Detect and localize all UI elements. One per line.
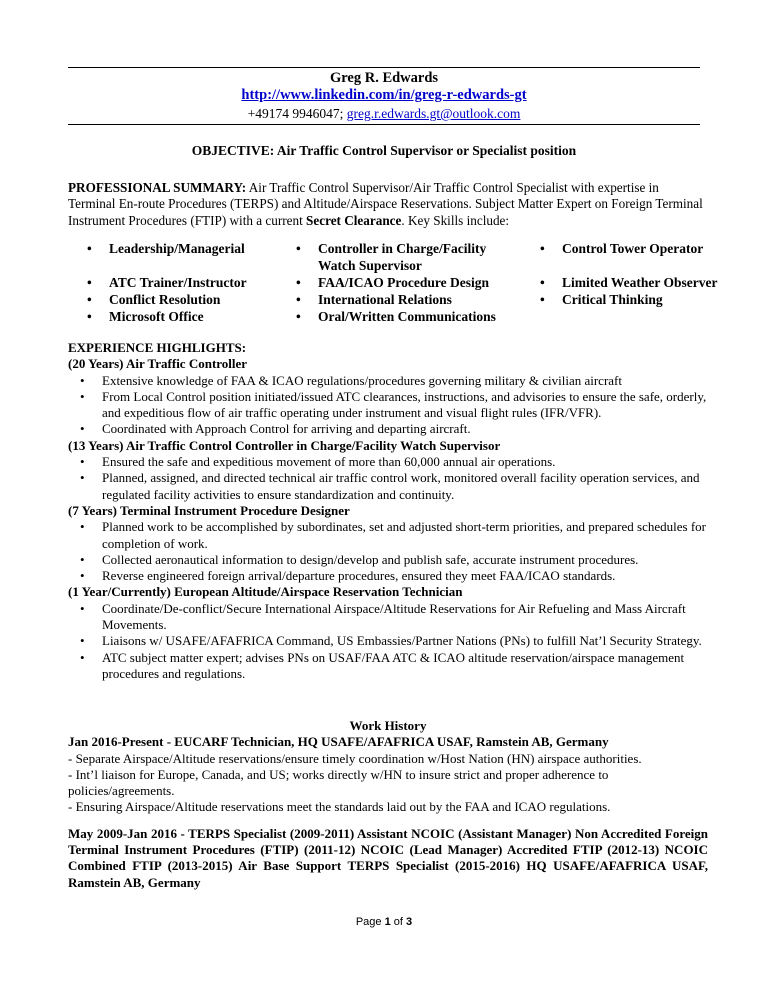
list-item: • ATC subject matter expert; advises PNs on USAF/FAA ATC & ICAO altitude reservation/airspace management procedures and regulations. <box>80 649 685 681</box>
skill: • Critical Thinking <box>540 292 663 307</box>
skill: • Oral/Written Communications <box>296 309 496 324</box>
skill: • Limited Weather Observer <box>540 275 718 290</box>
objective: OBJECTIVE: Air Traffic Control Supervisor or Specialist position <box>191 143 577 158</box>
skill: • Leadership/Managerial <box>87 241 245 256</box>
experience-subheading: (7 Years) Terminal Instrument Procedure Designer <box>68 502 350 518</box>
contact-line <box>68 105 700 122</box>
list-item: • Extensive knowledge of FAA & ICAO regulations/procedures governing military & civilian aircraft <box>80 372 622 388</box>
header-bottom-rule <box>68 124 700 125</box>
top-rule <box>68 67 700 68</box>
experience-title: EXPERIENCE HIGHLIGHTS: <box>68 340 247 355</box>
page-footer: Page 1 of 3 <box>355 916 413 928</box>
job-title: Jan 2016-Present - EUCARF Technician, HQ USAFE/AFAFRICA USAF, Ramstein AB, Germany <box>68 734 609 750</box>
candidate-name: Greg R. Edwards <box>329 70 439 86</box>
skill: • ATC Trainer/Instructor <box>87 275 247 290</box>
email-link[interactable]: greg.r.edwards.gt@outlook.com <box>346 106 521 121</box>
list-item: • Liaisons w/ USAFE/AFAFRICA Command, US Embassies/Partner Nations (PNs) to fulfill Nat’l Security Strategy. <box>80 633 702 649</box>
list-item: • From Local Control position initiated/issued ATC clearances, instructions, and advisories to ensure the safe, orderly, and expeditious flow of air traffic operating under instrument and visual flight rules (IFR/VFR). <box>80 388 707 421</box>
job-title: May 2009-Jan 2016 - TERPS Specialist (2009-2011) Assistant NCOIC (Assistant Manager) Non Accredited Foreign Terminal Instrument Procedures (FTIP) (2011-12) NCOIC (Lead Manager) Accredited FTIP (2012-13) NCOIC Combined FTIP (2013-2015) Air Base Support TERPS Specialist (2015-2016) HQ USAFE/AFAFRICA USAF, Ramstein AB, Germany <box>68 825 708 890</box>
list-item: • Planned, assigned, and directed technical air traffic control work, monitored overall facility operation services, and regulated facility activities to ensure standardization and continuity. <box>80 470 700 502</box>
job-line: - Int’l liaison for Europe, Canada, and US; works directly w/HN to insure strict and proper adherence to policies/agreements. <box>68 766 609 799</box>
list-item: • Coordinated with Approach Control for arriving and departing aircraft. <box>80 421 471 437</box>
skill: • Microsoft Office <box>87 309 204 324</box>
experience-subheading: (13 Years) Air Traffic Control Controller in Charge/Facility Watch Supervisor <box>68 437 501 453</box>
skill: • FAA/ICAO Procedure Design <box>296 275 489 290</box>
work-history-section <box>68 718 708 891</box>
summary-text: Air Traffic Control Supervisor/Air Traffic Control Specialist with expertise in Terminal En-route Procedures (TERPS) and Altitude/Airspace Reservations. Subject Matter Expert on Foreign Terminal Instrument Procedures (FTIP) with a current <box>68 180 703 228</box>
experience-subheading: (20 Years) Air Traffic Controller <box>68 356 248 372</box>
work-history-title: Work History <box>349 718 427 733</box>
professional-summary <box>68 180 704 229</box>
skill: • Controller in Charge/Facility <box>296 241 487 256</box>
list-item: • Coordinate/De-conflict/Secure International Airspace/Altitude Reservations for Air Refueling and Mass Aircraft Movements. <box>80 600 686 633</box>
skill: • Conflict Resolution <box>87 292 221 307</box>
experience-section <box>68 340 708 682</box>
list-item: • Planned work to be accomplished by subordinates, set and adjusted short-term priorities, and prepared schedules for completion of work. <box>80 519 706 551</box>
phone: +49174 9946047; <box>247 106 347 121</box>
list-item: • Ensured the safe and expeditious movement of more than 60,000 annual air operations. <box>80 454 556 470</box>
skill: • International Relations <box>296 292 452 307</box>
linkedin-link[interactable]: http://www.linkedin.com/in/greg-r-edwards-gt <box>241 87 527 103</box>
job-line: - Ensuring Airspace/Altitude reservations meet the standards laid out by the FAA and ICAO regulations. <box>68 799 611 815</box>
summary-text-end: . Key Skills include: <box>401 212 510 228</box>
summary-label: PROFESSIONAL SUMMARY: <box>68 180 247 195</box>
skill: • Control Tower Operator <box>540 241 704 256</box>
experience-subheading: (1 Year/Currently) European Altitude/Airspace Reservation Technician <box>68 584 463 600</box>
job-line: - Separate Airspace/Altitude reservations/ensure timely coordination w/Host Nation (HN) airspace authorities. <box>68 750 642 766</box>
skill-continuation: Watch Supervisor <box>318 258 422 273</box>
list-item: • Collected aeronautical information to design/develop and publish safe, accurate instrument procedures. <box>80 551 639 567</box>
list-item: • Reverse engineered foreign arrival/departure procedures, ensured they meet FAA/ICAO standards. <box>80 568 616 584</box>
clearance: Secret Clearance <box>306 212 402 228</box>
